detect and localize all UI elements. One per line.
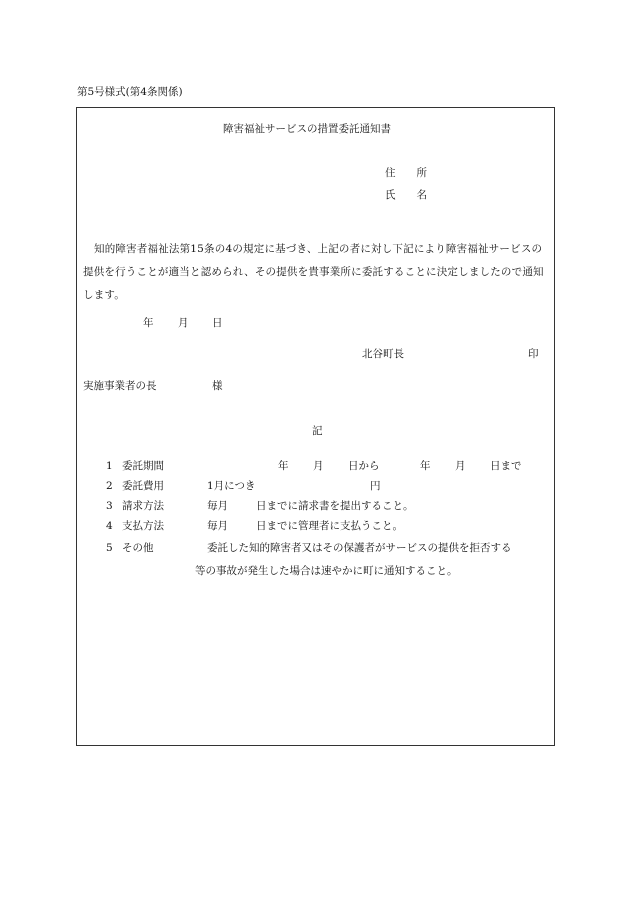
item-label-billing: 請求方法	[122, 500, 164, 512]
date-day: 日	[212, 317, 223, 329]
cost-per-month: 1月につき	[207, 480, 256, 492]
form-number: 第5号様式(第4条関係)	[77, 86, 183, 98]
item-number-4: 4	[106, 520, 113, 532]
address-label: 住 所	[385, 167, 427, 179]
item-label-cost: 委託費用	[122, 480, 164, 492]
payment-text: 日までに管理者に支払うこと。	[256, 520, 403, 532]
item-label-payment: 支払方法	[122, 520, 164, 532]
document-title: 障害福祉サービスの措置委託通知書	[223, 123, 391, 135]
item-label-period: 委託期間	[122, 460, 164, 472]
date-year: 年	[143, 317, 154, 329]
other-text-line1: 委託した知的障害者又はその保護者がサービスの提供を拒否する	[207, 542, 512, 554]
billing-text: 日までに請求書を提出すること。	[256, 500, 414, 512]
billing-monthly: 毎月	[207, 500, 228, 512]
seal-mark: 印	[528, 348, 539, 360]
item-label-other: その他	[122, 542, 154, 554]
period-to-month: 月	[455, 460, 466, 472]
other-text-line2: 等の事故が発生した場合は速やかに町に通知すること。	[195, 565, 458, 577]
item-number-3: 3	[106, 500, 113, 512]
payment-monthly: 毎月	[207, 520, 228, 532]
period-from-month: 月	[313, 460, 324, 472]
ki-heading: 記	[312, 425, 323, 437]
item-number-5: 5	[106, 542, 113, 554]
notice-body: 知的障害者福祉法第15条の4の規定に基づき、上記の者に対し下記により障害福祉サービスの提供を行うことが適当と認められ、その提供を貴事業所に委託することに決定しましたので通知します。	[83, 243, 544, 301]
date-month: 月	[178, 317, 189, 329]
item-number-2: 2	[106, 480, 113, 492]
recipient-label: 実施事業者の長	[83, 380, 157, 392]
period-from-year: 年	[278, 460, 289, 472]
item-number-1: 1	[106, 460, 113, 472]
cost-unit: 円	[370, 480, 381, 492]
period-to-day: 日まで	[490, 460, 522, 472]
period-to-year: 年	[420, 460, 431, 472]
recipient-honorific: 様	[212, 380, 223, 392]
period-from-day: 日から	[348, 460, 380, 472]
name-label: 氏 名	[385, 189, 427, 201]
issuer-name: 北谷町長	[362, 348, 404, 360]
